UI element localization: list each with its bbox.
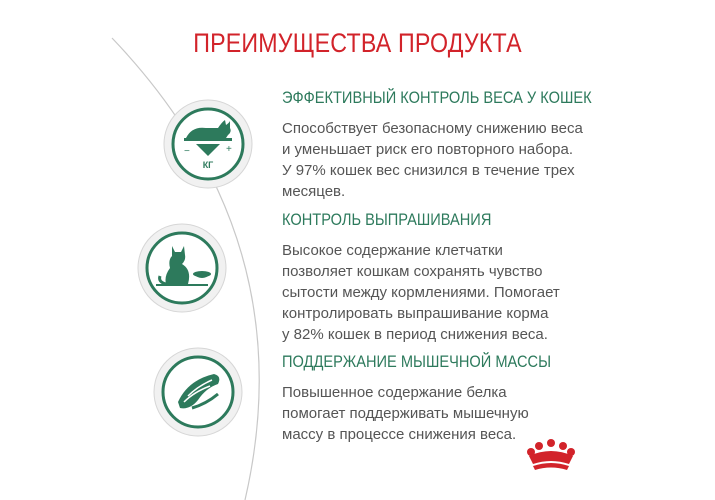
feature-text: Высокое содержание клетчатки позволяет кошкам сохранять чувство сытости между кормлениями. Помогает контролировать выпрашивание корма у 82% кошек в период снижения веса. xyxy=(282,242,560,343)
royal-crown-logo xyxy=(525,438,577,472)
cat-with-bowl-icon xyxy=(136,222,228,314)
feature-muscle-mass xyxy=(282,352,702,445)
icon-caption: КГ xyxy=(202,160,214,170)
page-title: ПРЕИМУЩЕСТВА ПРОДУКТА xyxy=(193,28,522,58)
feature-title: КОНТРОЛЬ ВЫПРАШИВАНИЯ xyxy=(282,210,492,229)
feature-begging-control xyxy=(282,210,702,345)
svg-text:+: + xyxy=(226,144,232,155)
feature-weight-control xyxy=(282,88,702,202)
feature-title: ЭФФЕКТИВНЫЙ КОНТРОЛЬ ВЕСА У КОШЕК xyxy=(282,88,592,107)
feature-text: Повышенное содержание белка помогает поддерживать мышечную массу в процессе снижения веса. xyxy=(282,384,529,443)
feature-title: ПОДДЕРЖАНИЕ МЫШЕЧНОЙ МАССЫ xyxy=(282,352,552,371)
cat-weight-scale-icon xyxy=(162,98,254,190)
svg-text:−: − xyxy=(184,146,190,157)
feature-text: Способствует безопасному снижению веса и уменьшает риск его повторного набора. У 97% кошек вес снизился в течение трех месяцев. xyxy=(282,120,583,200)
muscle-icon xyxy=(152,346,244,438)
